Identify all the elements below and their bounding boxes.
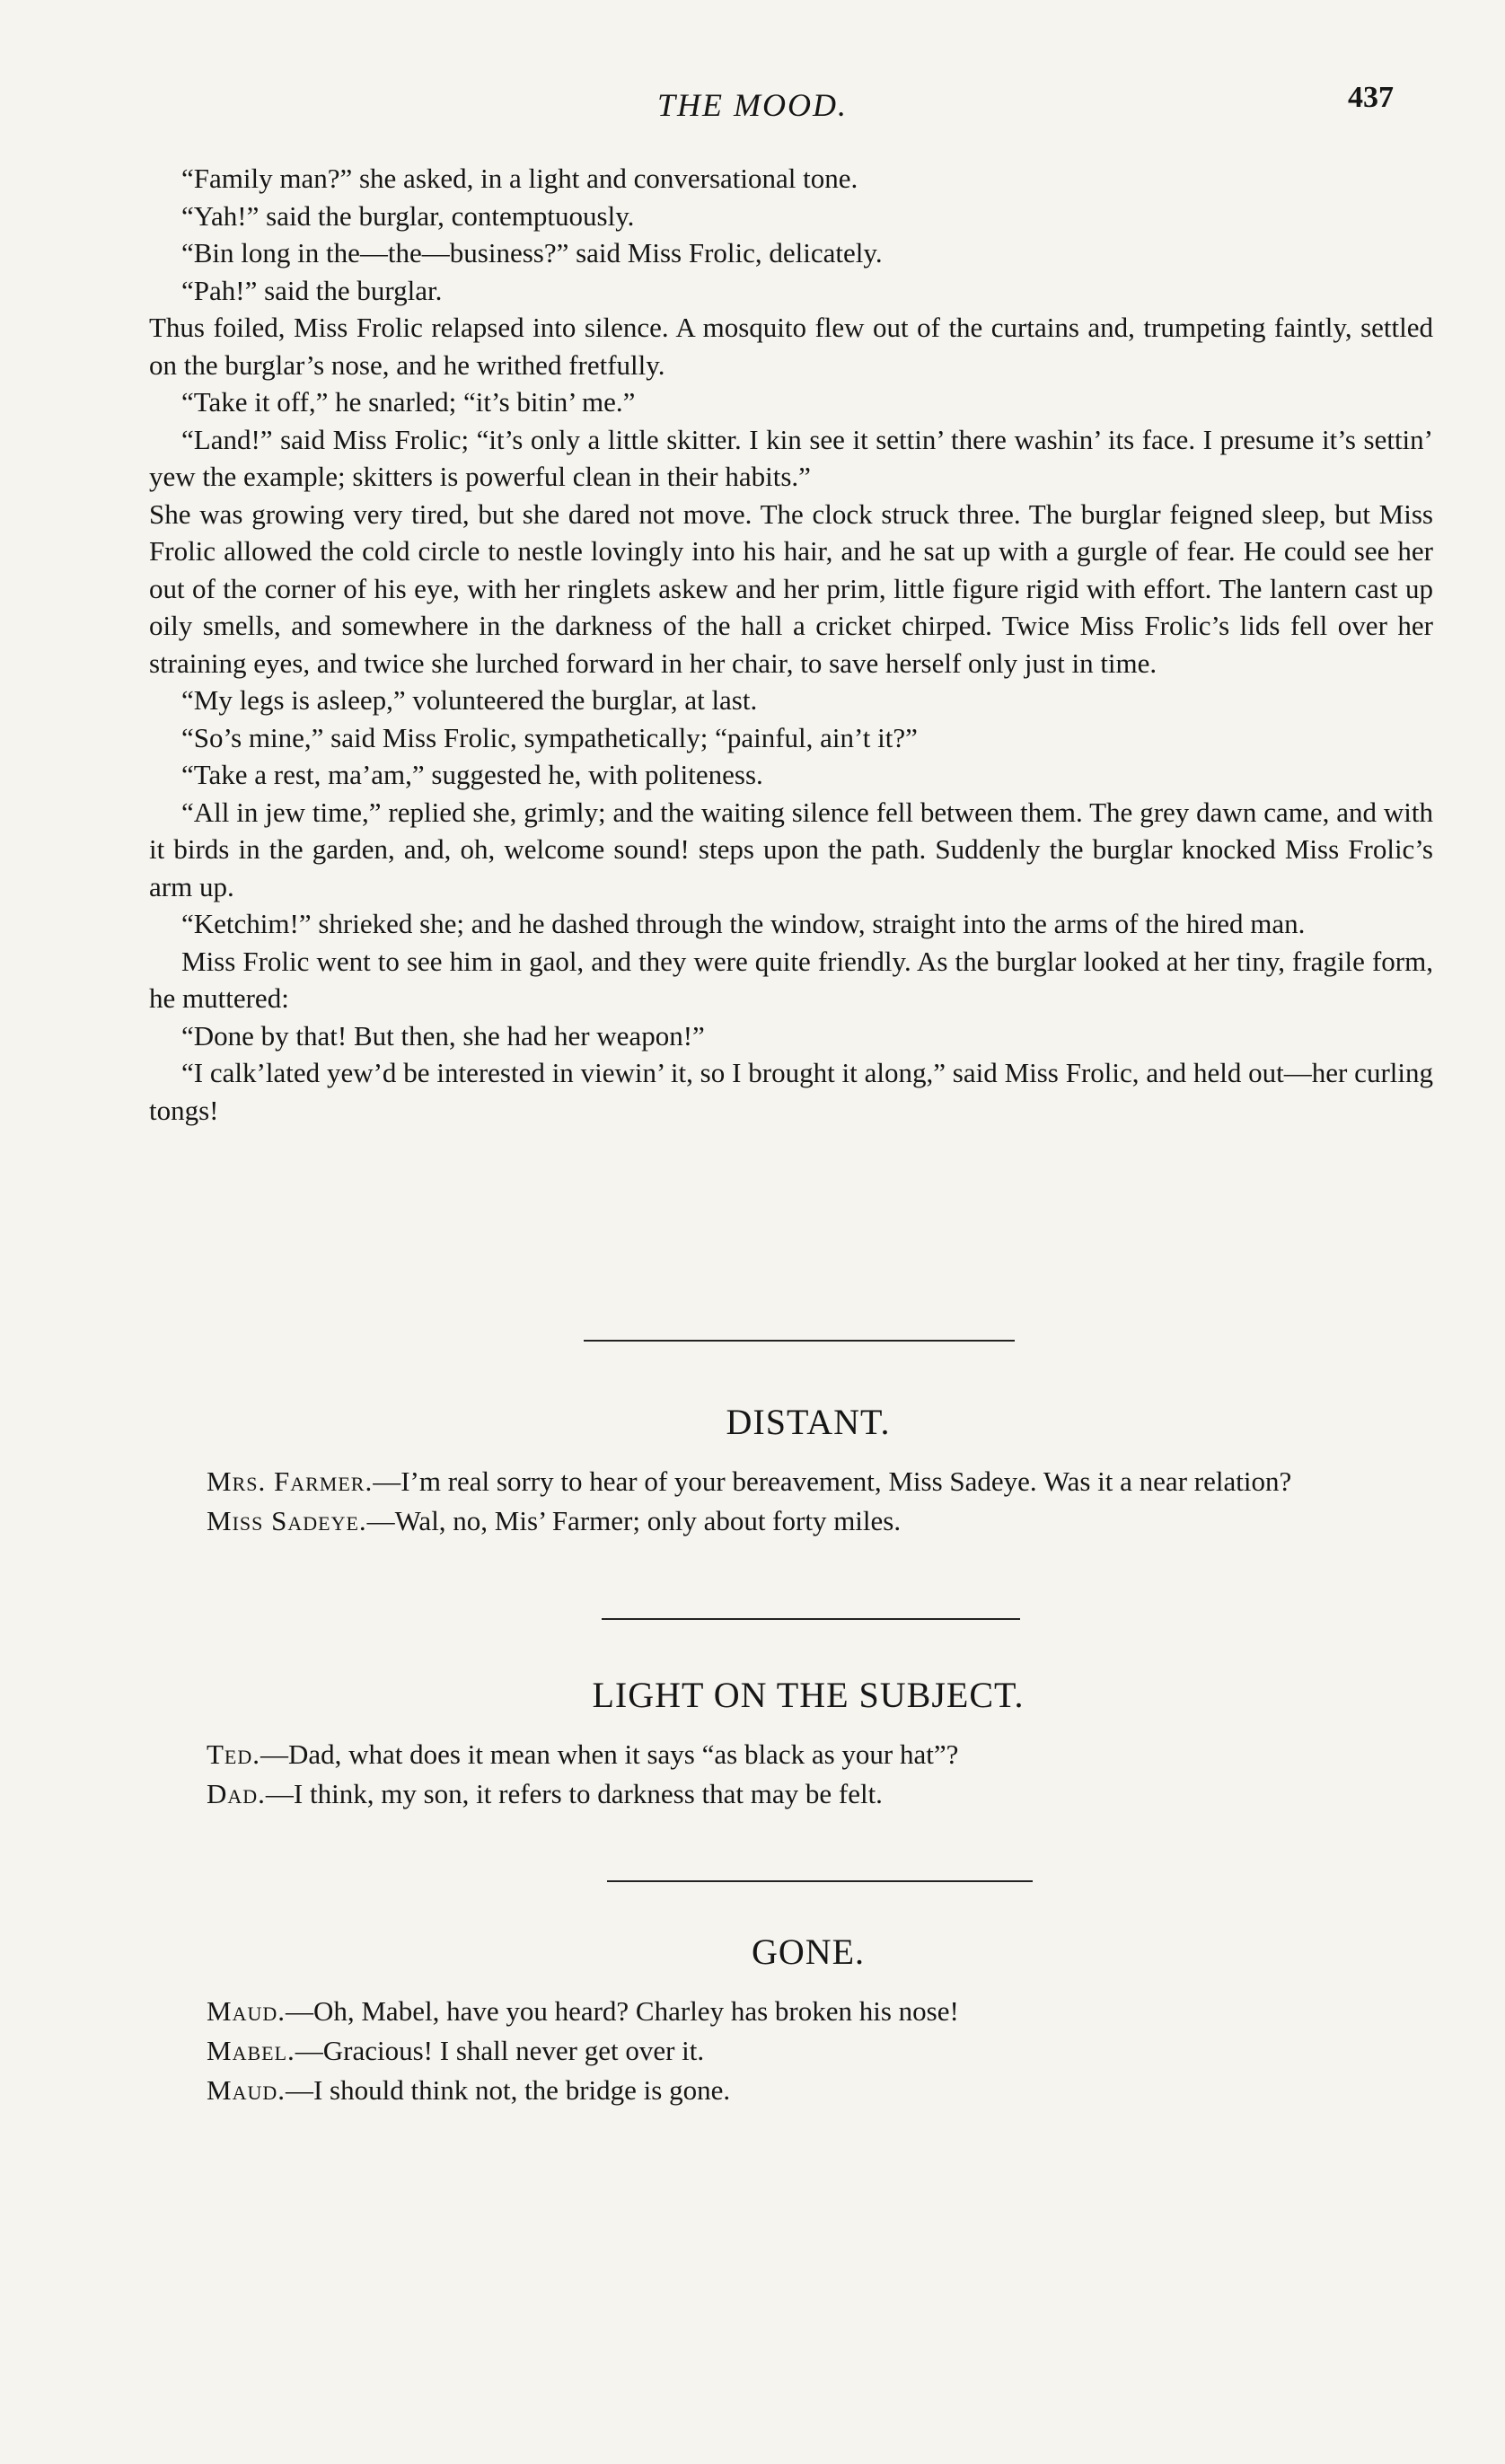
speaker-name: Dad. xyxy=(207,1778,266,1809)
story-paragraph: “I calk’lated yew’d be interested in viewin’ it, so I brought it along,” said Miss Frolic, and held out—her curling tongs! xyxy=(149,1057,1433,1126)
speaker-name: Mrs. Farmer. xyxy=(207,1465,374,1497)
story-paragraph: “Ketchim!” shrieked she; and he dashed through the window, straight into the arms of the hired man. xyxy=(181,908,1306,939)
story-text xyxy=(149,160,1433,1129)
speaker-name: Maud. xyxy=(207,2074,286,2106)
dialogue-line xyxy=(171,1501,1446,1541)
story-paragraph: Thus foiled, Miss Frolic relapsed into silence. A mosquito flew out of the curtains and, trumpeting faintly, settled on the burglar’s nose, and he writhed fretfully. xyxy=(149,312,1433,381)
dialogue-text: —I’m real sorry to hear of your bereavement, Miss Sadeye. Was it a near relation? xyxy=(373,1465,1292,1497)
dialogue-text: —Gracious! I shall never get over it. xyxy=(295,2035,705,2066)
section-title: DISTANT. xyxy=(726,1402,891,1442)
story-paragraph: “Done by that! But then, she had her weapon!” xyxy=(181,1019,705,1052)
dialogue-line xyxy=(171,1992,1446,2031)
distant-section xyxy=(171,1403,1446,1541)
story-paragraph: “Bin long in the—the—business?” said Miss Frolic, delicately. xyxy=(181,237,883,268)
dialogue-text: —Dad, what does it mean when it says “as black as your hat”? xyxy=(260,1738,959,1770)
story-paragraph: “All in jew time,” replied she, grimly; and the waiting silence fell between them. The grey dawn came, and with it birds in the garden, and, oh, welcome sound! steps upon the path. Suddenly the burglar knocked Miss Frolic’s arm up. xyxy=(149,796,1433,902)
story-paragraph: “Pah!” said the burglar. xyxy=(181,274,443,306)
story-paragraph: “Family man?” she asked, in a light and conversational tone. xyxy=(181,163,858,194)
story-paragraph: “Take it off,” he snarled; “it’s bitin’ me.” xyxy=(181,386,636,418)
dialogue-line xyxy=(171,1462,1446,1501)
dialogue-line xyxy=(171,1774,1446,1814)
dialogue-text: —I think, my son, it refers to darkness that may be felt. xyxy=(265,1778,883,1809)
running-title: THE MOOD. xyxy=(657,87,848,123)
dialogue-text: —Wal, no, Mis’ Farmer; only about forty miles. xyxy=(366,1505,902,1536)
section-divider xyxy=(607,1880,1033,1882)
speaker-name: Mabel. xyxy=(207,2035,295,2066)
light-section xyxy=(171,1676,1446,1814)
page-number: 437 xyxy=(1348,81,1394,114)
page-header xyxy=(0,81,1505,140)
section-divider xyxy=(584,1340,1015,1342)
gone-section xyxy=(171,1932,1446,2110)
story-paragraph: “Land!” said Miss Frolic; “it’s only a little skitter. I kin see it settin’ there washin’ its face. I presume it’s settin’ yew the example; skitters is powerful clean in their habits.” xyxy=(149,423,1433,492)
section-title: LIGHT ON THE SUBJECT. xyxy=(592,1675,1025,1715)
story-paragraph: “My legs is asleep,” volunteered the burglar, at last. xyxy=(181,684,758,716)
story-paragraph: “So’s mine,” said Miss Frolic, sympathetically; “painful, ain’t it?” xyxy=(181,721,918,753)
dialogue-line xyxy=(171,2071,1446,2110)
story-paragraph: “Yah!” said the burglar, contemptuously. xyxy=(181,199,635,232)
dialogue-text: —I should think not, the bridge is gone. xyxy=(285,2074,731,2106)
speaker-name: Ted. xyxy=(207,1738,261,1770)
section-title: GONE. xyxy=(751,1932,866,1972)
speaker-name: Maud. xyxy=(207,1995,286,2027)
dialogue-line xyxy=(171,2031,1446,2071)
story-paragraph: “Take a rest, ma’am,” suggested he, with politeness. xyxy=(181,759,763,790)
dialogue-text: —Oh, Mabel, have you heard? Charley has broken his nose! xyxy=(285,1995,959,2027)
section-divider xyxy=(602,1618,1020,1620)
dialogue-line xyxy=(171,1735,1446,1774)
story-paragraph: She was growing very tired, but she dared not move. The clock struck three. The burglar feigned sleep, but Miss Frolic allowed the cold circle to nestle lovingly into his hair, and he sat up with a gurgle of fear. He could see her out of the corner of his eye, with her ringlets askew and her prim, little figure rigid with effort. The lantern cast up oily smells, and somewhere in the darkness of the hall a cricket chirped. Twice Miss Frolic’s lids fell over her straining eyes, and twice she lurched forward in her chair, to save herself only just in time. xyxy=(149,497,1433,679)
story-paragraph: Miss Frolic went to see him in gaol, and they were quite friendly. As the burglar looked at her tiny, fragile form, he muttered: xyxy=(149,945,1433,1014)
speaker-name: Miss Sadeye. xyxy=(207,1505,367,1536)
